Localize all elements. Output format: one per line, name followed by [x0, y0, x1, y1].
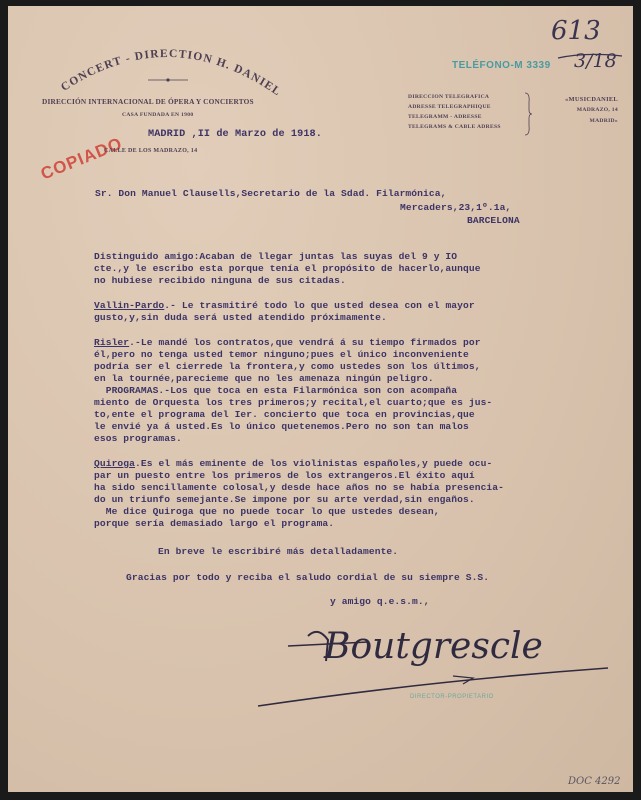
telegraph-line: TELEGRAMS & CABLE ADRESS	[408, 124, 501, 130]
telegraph-address-line: «MUSICDANIEL	[565, 96, 618, 103]
letterhead-street: CALLE DE LOS MADRAZO, 14	[104, 148, 198, 154]
body-line-text: .- Le trasmitiré todo lo que usted desea con el mayor	[164, 300, 475, 311]
section-label: Risler	[94, 337, 130, 348]
telefono-stamp: TELÉFONO-M 3339	[452, 60, 551, 71]
telegraph-line: ADRESSE TELEGRAPHIQUE	[408, 104, 491, 110]
letterhead-founded: CASA FUNDADA EN 1900	[122, 112, 194, 118]
body-line: par un puesto entre los primeros de los extrangeros.El éxito aquí	[94, 470, 475, 481]
director-stamp: DIRECTOR-PROPIETARIO	[410, 694, 494, 700]
body-line: ha sido sencillamente colosal,y desde hace años no se había presencia-	[94, 482, 505, 493]
section-label: Quiroga	[94, 458, 136, 469]
body-line: podría ser el cierrede la frontera,y como ustedes son los últimos,	[94, 361, 481, 372]
telegraph-line: DIRECCION TELEGRAFICA	[408, 94, 490, 100]
signature-text: Boutgrescle	[324, 626, 543, 667]
body-line-text: .-Le mandé los contratos,que vendrá á su tiempo firmados por	[129, 337, 481, 348]
body-line-text: .Es el más eminente de los violinistas españoles,y puede ocu-	[135, 458, 493, 469]
body-line: en la tournée,parecieme que no les amenaza ningún peligro.	[94, 373, 434, 384]
telegraph-address-line: MADRAZO, 14	[576, 107, 618, 113]
body-line: PROGRAMAS.-Los que toca en esta Filarmónica son con acompaña	[94, 385, 458, 396]
closing-line: Gracias por todo y reciba el saludo cordial de su siempre S.S.	[126, 572, 490, 583]
addressee-line: Sr. Don Manuel Clausells,Secretario de la Sdad. Filarmónica,	[95, 188, 447, 199]
body-line: gusto,y,sin duda será usted atendido próximamente.	[94, 312, 387, 323]
body-line: cte.,y le escribo esta porque tenía el propósito de hacerlo,aunque	[94, 263, 481, 274]
body-line	[94, 300, 475, 311]
closing-line: En breve le escribiré más detalladamente.	[158, 546, 399, 557]
body-line: to,ente el programa del Ier. concierto que toca en provincias,que	[94, 409, 475, 420]
body-line: esos programas.	[94, 433, 182, 444]
body-line: porque sería demasiado largo el programa.	[94, 518, 335, 529]
closing-line: y amigo q.e.s.m.,	[330, 596, 430, 607]
body-line: no hubiese recibido ninguna de sus citadas.	[94, 275, 346, 286]
telegraph-address	[538, 94, 618, 127]
section-label: Vallin-Pardo	[94, 300, 165, 311]
body-line: Me dice Quiroga que no puede tocar lo que ustedes desean,	[94, 506, 440, 517]
arc-title-text: CONCERT - DIRECTION H. DANIEL	[59, 47, 284, 99]
body-line: miento de Orquesta los tres primeros;y recital,el cuarto;que es jus-	[94, 397, 493, 408]
body-line: do un triunfo semejante.Se impone por su arte verdad,sin engaños.	[94, 494, 475, 505]
addressee-city: BARCELONA	[467, 215, 520, 226]
handwritten-ref-bottom: 3/18	[574, 50, 617, 72]
telegraph-address-line: MADRID»	[589, 118, 618, 124]
body-line	[94, 458, 492, 469]
archive-number: DOC 4292	[568, 776, 621, 787]
letter-page	[8, 6, 633, 792]
body-line: él,pero no tenga usted temor ninguno;pues el único inconveniente	[94, 349, 469, 360]
handwritten-ref-top: 613	[551, 16, 601, 46]
body-line: le envié ya á usted.Es lo único quetenemos.Pero no son tan malos	[94, 421, 469, 432]
telegraph-brace	[524, 92, 532, 136]
telegraph-line: TELEGRAMM - ADRESSE	[408, 114, 482, 120]
copiado-stamp: COPIADO	[38, 133, 126, 184]
body-line	[94, 337, 481, 348]
telegraph-labels	[408, 92, 501, 132]
letter-date: MADRID ,II de Marzo de 1918.	[148, 129, 322, 140]
body-line: Distinguido amigo:Acaban de llegar juntas las suyas del 9 y IO	[94, 251, 458, 262]
letterhead-subtitle: DIRECCIÓN INTERNACIONAL DE ÓPERA Y CONCIERTOS	[42, 97, 254, 106]
addressee-line: Mercaders,23,1º.1a,	[400, 202, 512, 213]
svg-text:CONCERT - DIRECTION H. DANIEL	[59, 48, 283, 99]
